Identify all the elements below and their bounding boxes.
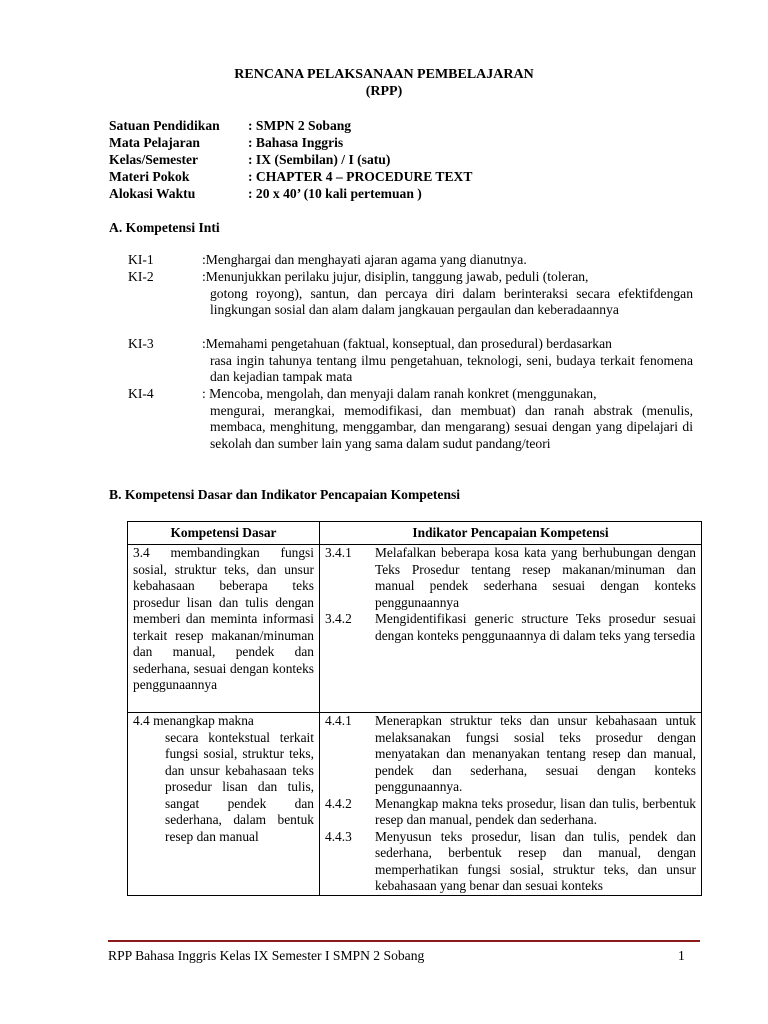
ki-first-line: :Menunjukkan perilaku jujur, disiplin, tanggung jawab, peduli (toleran,: [202, 269, 589, 284]
kd-text: [133, 713, 314, 845]
indicator-item: [325, 829, 696, 895]
ki-code: KI-4: [128, 386, 154, 401]
ki-text: [202, 386, 693, 452]
indicator-text: Menerapkan struktur teks dan unsur kebahasaan untuk melaksanakan fungsi sosial teks prosedur dengan menyatakan dan menanyakan tentang resep dan manual, pendek dan sederhana, sesuai dengan konteks penggunaannya.: [375, 713, 696, 794]
ki-continuation: rasa ingin tahunya tentang ilmu pengetahuan, teknologi, seni, budaya terkait fenomena dan kejadian tampak mata: [210, 352, 693, 384]
indicator-cell: [320, 713, 702, 896]
indicator-number: 4.4.1: [325, 713, 352, 728]
ki-text: [202, 252, 693, 269]
identity-value: : Bahasa Inggris: [248, 135, 344, 150]
indicator-item: [325, 611, 696, 644]
document-title: RENCANA PELAKSANAAN PEMBELAJARAN: [234, 67, 534, 82]
ki-continuation: mengurai, merangkai, memodifikasi, dan membuat) dan ranah abstrak (menulis, membaca, menghitung, menggambar, dan mengarang) sesuai dengan yang dipelajari di sekolah dan sumber lain yang sama dalam sudut pandang/teori: [210, 402, 693, 451]
page-number: 1: [678, 948, 685, 963]
competency-table: [127, 521, 702, 896]
indicator-item: [325, 796, 696, 829]
ki-code: KI-1: [128, 252, 154, 267]
indicator-item: [325, 713, 696, 796]
kd-column-header: Kompetensi Dasar: [128, 522, 320, 545]
indicator-number: 4.4.2: [325, 795, 352, 811]
ki-first-line: :Menghargai dan menghayati ajaran agama yang dianutnya.: [202, 252, 527, 267]
identity-label: Mata Pelajaran: [109, 135, 200, 150]
indicator-text: Menyusun teks prosedur, lisan dan tulis, pendek dan sederhana, berbentuk resep dan manual, dengan memperhatikan fungsi sosial, struktur teks, dan unsur kebahasaan yang benar dan sesuai konteks: [375, 828, 696, 893]
identity-label: Alokasi Waktu: [109, 186, 196, 201]
indicator-text: Melafalkan beberapa kosa kata yang berhubungan dengan Teks Prosedur tentang resep makanan/minuman dan manual pendek sederhana sesuai dengan konteks penggunaannya: [375, 545, 696, 610]
identity-label: Materi Pokok: [109, 169, 190, 184]
identity-value: : 20 x 40’ (10 kali pertemuan ): [248, 186, 422, 201]
table-row: [128, 713, 702, 896]
document-subtitle: (RPP): [365, 84, 403, 99]
kd-first-line: 4.4 menangkap makna: [133, 713, 254, 728]
indicator-item: [325, 545, 696, 611]
kd-cell: [128, 545, 320, 713]
footer-text: RPP Bahasa Inggris Kelas IX Semester I SMPN 2 Sobang: [108, 948, 425, 963]
ki-continuation: gotong royong), santun, dan percaya diri dalam berinteraksi secara efektifdengan lingkungan sosial dan alam dalam jangkauan pergaulan dan keberadaannya: [210, 285, 693, 317]
indicator-number: 3.4.2: [325, 611, 352, 626]
indicator-number: 3.4.1: [325, 545, 352, 560]
kd-cell: [128, 713, 320, 896]
section-b-heading: B. Kompetensi Dasar dan Indikator Pencapaian Kompetensi: [109, 487, 461, 502]
ki-code: KI-2: [128, 269, 154, 284]
table-row: [128, 545, 702, 713]
identity-value: : SMPN 2 Sobang: [248, 118, 352, 133]
section-a-heading: A. Kompetensi Inti: [109, 220, 220, 235]
identity-value: : CHAPTER 4 – PROCEDURE TEXT: [248, 169, 473, 184]
indicator-column-header: Indikator Pencapaian Kompetensi: [320, 522, 702, 545]
kd-continuation: secara kontekstual terkait fungsi sosial, struktur teks, dan unsur kebahasaan teks prosedur lisan dan tulis, sangat pendek dan sederhana, dalam bentuk resep dan manual: [165, 729, 314, 844]
ki-text: [202, 336, 693, 386]
indicator-number: 4.4.3: [325, 828, 352, 844]
kd-text: 3.4 membandingkan fungsi sosial, struktur teks, dan unsur kebahasaan beberapa teks prosedur lisan dan tulis dengan memberi dan meminta informasi terkait resep makanan/minuman dan manual, pendek dan sederhana, sesuai dengan konteks penggunaannya: [133, 545, 314, 692]
identity-value: : IX (Sembilan) / I (satu): [248, 152, 391, 167]
table-header-row: [128, 522, 702, 545]
indicator-cell: [320, 545, 702, 713]
identity-label: Satuan Pendidikan: [109, 118, 220, 133]
footer-rule: [108, 940, 700, 942]
identity-label: Kelas/Semester: [109, 152, 199, 167]
indicator-text: Mengidentifikasi generic structure Teks prosedur sesuai dengan konteks penggunaannya di dalam teks yang tersedia: [375, 611, 696, 643]
ki-code: KI-3: [128, 336, 154, 351]
ki-first-line: :Memahami pengetahuan (faktual, konseptual, dan prosedural) berdasarkan: [202, 336, 612, 351]
ki-first-line: : Mencoba, mengolah, dan menyaji dalam ranah konkret (menggunakan,: [202, 386, 597, 401]
ki-text: [202, 269, 693, 319]
indicator-text: Menangkap makna teks prosedur, lisan dan tulis, berbentuk resep dan manual, pendek dan sederhana.: [375, 795, 696, 827]
